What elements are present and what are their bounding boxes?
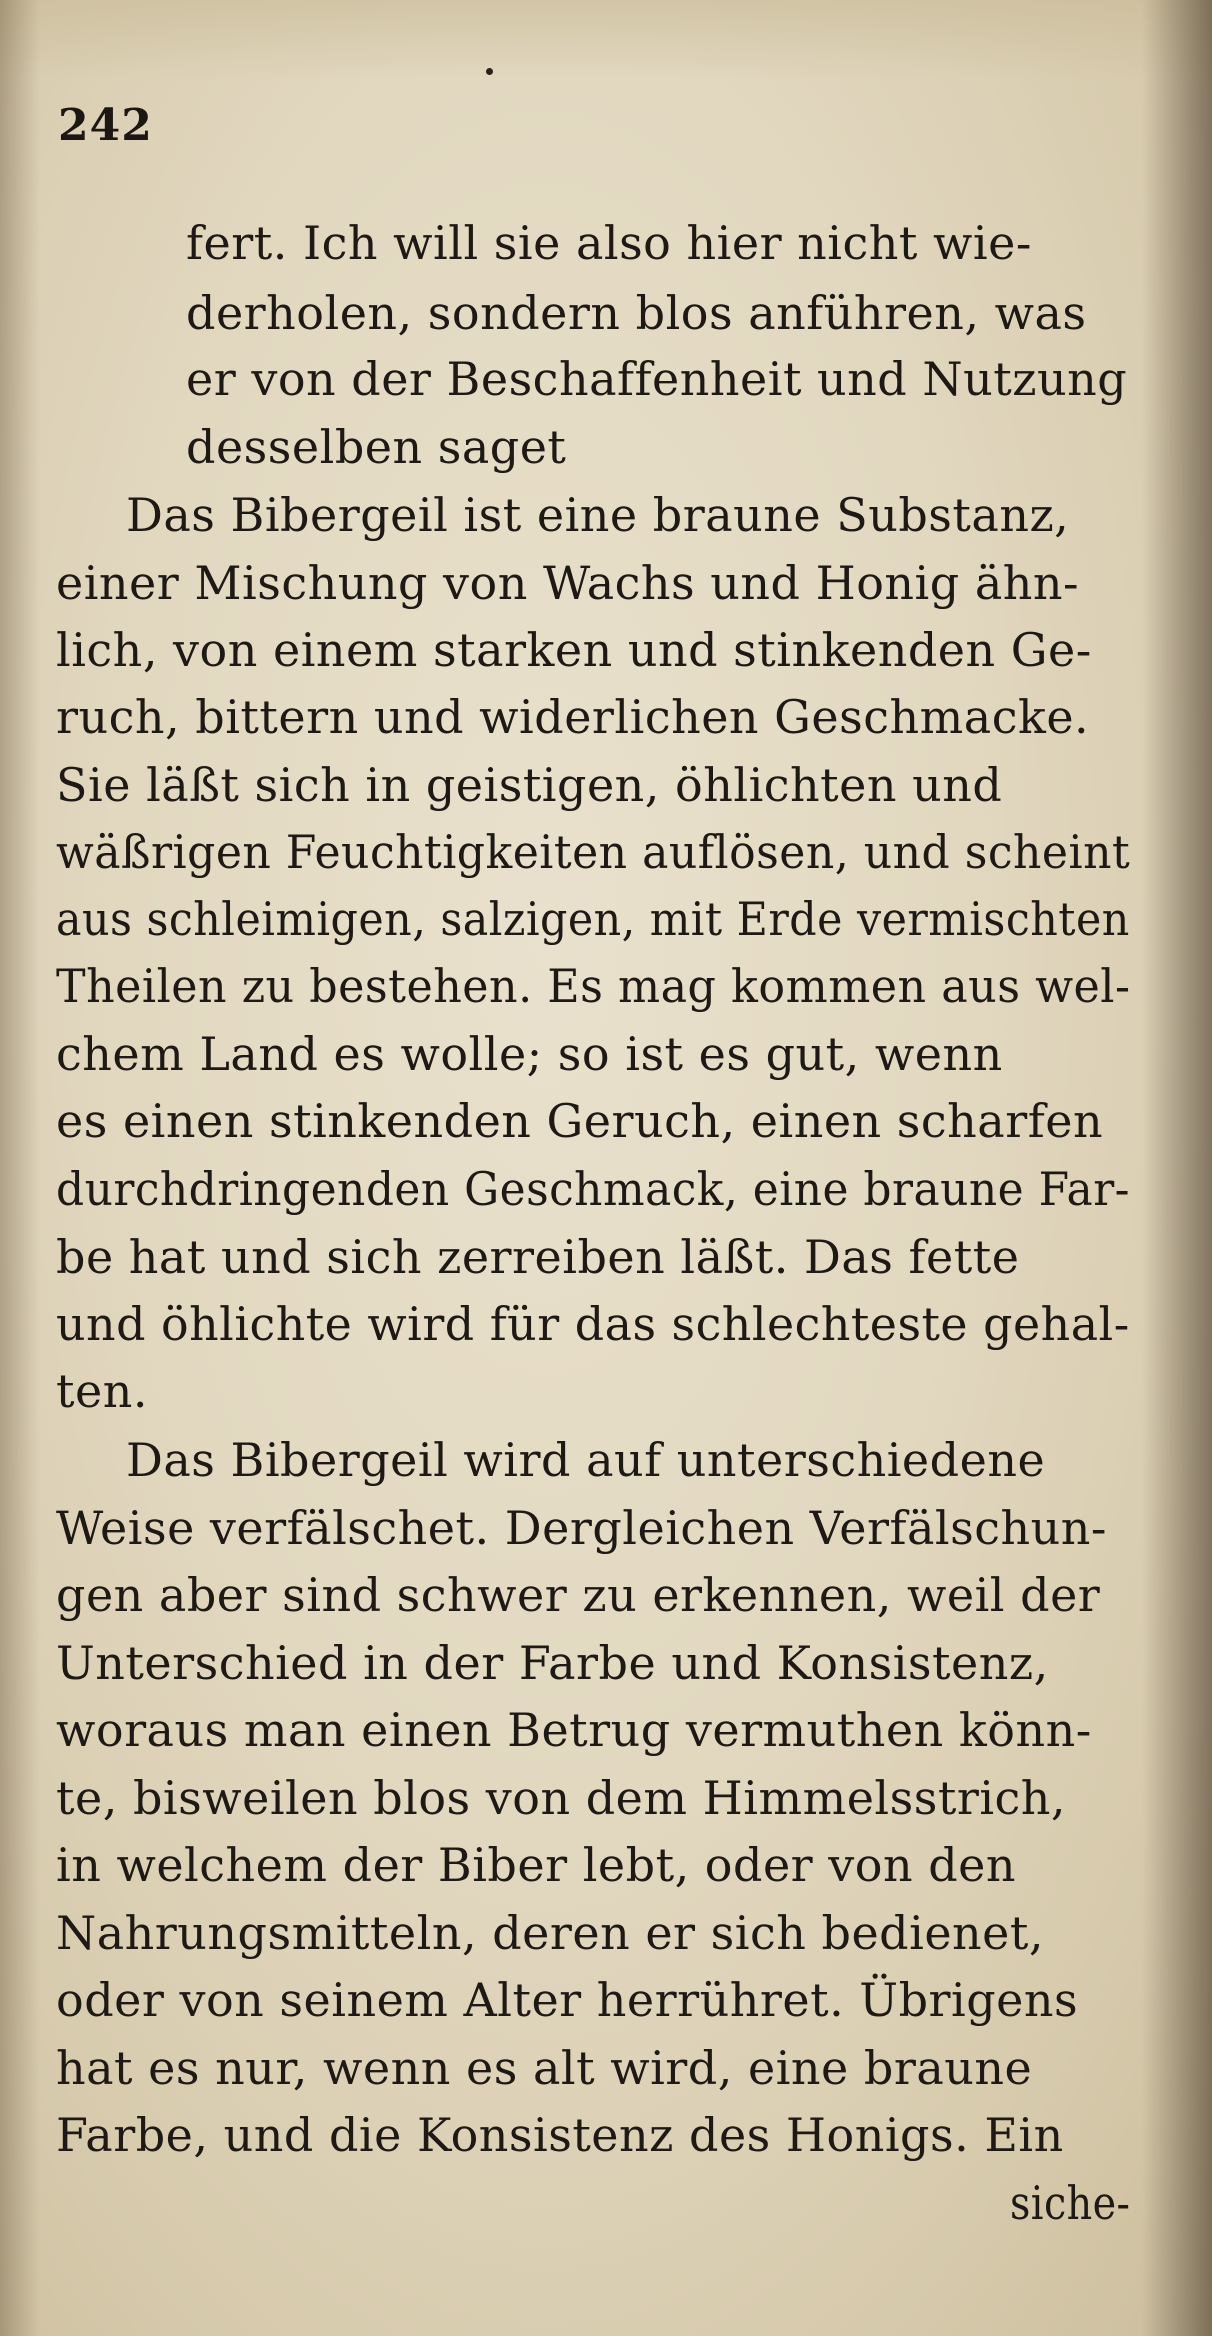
text-line: te, bisweilen blos von dem Himmelsstrich,	[56, 1771, 1067, 1825]
text-line: derholen, sondern blos anführen, was	[186, 286, 1087, 340]
text-line: oder von seinem Alter herrühret. Übrigens	[56, 1973, 1079, 2027]
text-line: chem Land es wolle; so ist es gut, wenn	[56, 1027, 1003, 1081]
text-line: in welchem der Biber lebt, oder von den	[56, 1838, 1017, 1892]
text-line: und öhlichte wird für das schlechteste gehal-	[56, 1297, 1130, 1351]
text-line: Nahrungsmitteln, deren er sich bedienet,	[56, 1906, 1044, 1960]
text-line: woraus man einen Betrug vermuthen könn-	[56, 1703, 1092, 1757]
text-line: es einen stinkenden Geruch, einen scharfen	[56, 1094, 1104, 1148]
text-line: Weise verfälschet. Dergleichen Verfälschun-	[56, 1501, 1107, 1555]
text-line: Theilen zu bestehen. Es mag kommen aus wel-	[56, 959, 1131, 1013]
text-line: lich, von einem starken und stinkenden Ge-	[56, 623, 1092, 677]
text-line: durchdringenden Geschmack, eine braune Far-	[56, 1162, 1130, 1216]
text-line: be hat und sich zerreiben läßt. Das fette	[56, 1230, 1020, 1284]
page-number: 242	[58, 100, 153, 151]
text-line: Unterschied in der Farbe und Konsistenz,	[56, 1636, 1049, 1690]
text-line: wäßrigen Feuchtigkeiten auflösen, und scheint	[56, 825, 1131, 879]
text-line: er von der Beschaffenheit und Nutzung	[186, 352, 1128, 406]
text-line: einer Mischung von Wachs und Honig ähn-	[56, 556, 1080, 610]
text-line: siche-	[1010, 2176, 1131, 2230]
text-line: desselben saget	[186, 420, 567, 474]
text-line: Das Bibergeil ist eine braune Substanz,	[126, 488, 1070, 542]
text-line: Farbe, und die Konsistenz des Honigs. Ein	[56, 2108, 1064, 2162]
text-line: fert. Ich will sie also hier nicht wie-	[186, 216, 1032, 270]
text-line: ruch, bittern und widerlichen Geschmacke.	[56, 690, 1090, 744]
text-line: aus schleimigen, salzigen, mit Erde vermischten	[56, 892, 1130, 946]
text-line: Das Bibergeil wird auf unterschiedene	[126, 1433, 1046, 1487]
text-line: Sie läßt sich in geistigen, öhlichten und	[56, 758, 1003, 812]
text-line: hat es nur, wenn es alt wird, eine braune	[56, 2041, 1033, 2095]
text-line: gen aber sind schwer zu erkennen, weil der	[56, 1568, 1101, 1622]
text-line: ten.	[56, 1364, 148, 1418]
